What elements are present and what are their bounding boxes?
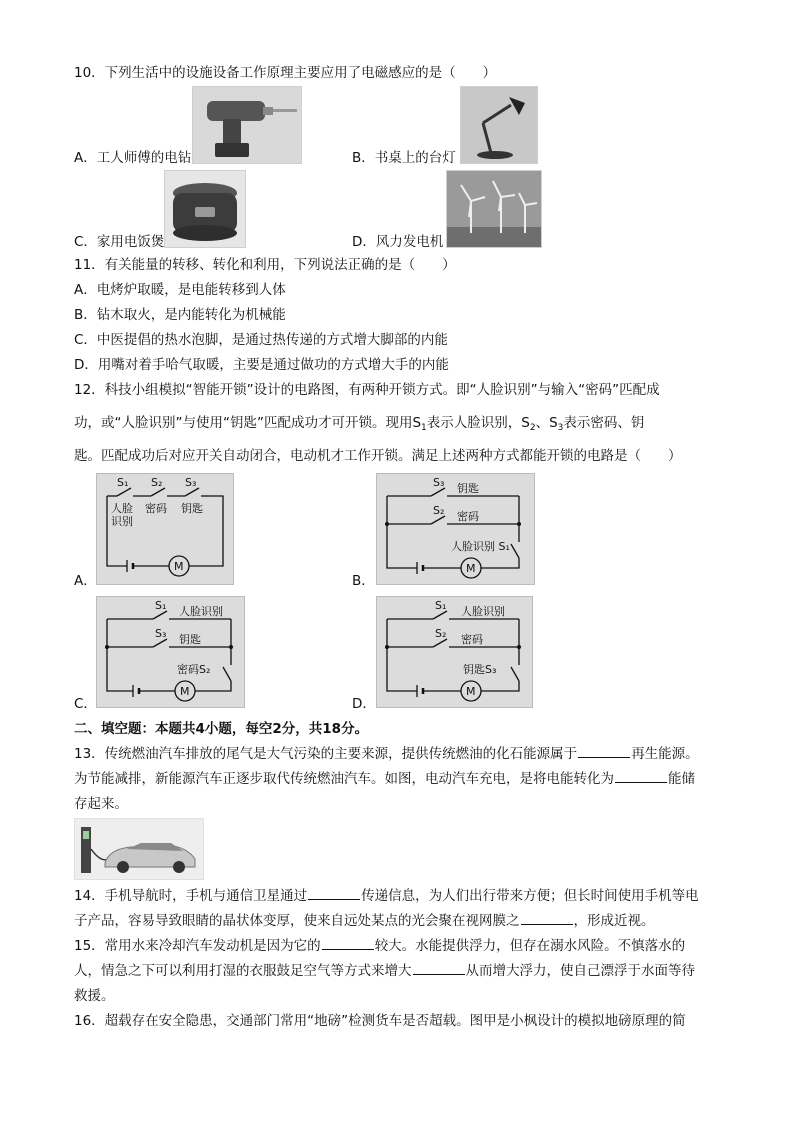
circuit-c-face-label: 人脸识别: [179, 605, 223, 618]
section-2-heading: 二、填空题：本题共4小题，每空2分，共18分。: [74, 721, 369, 737]
q13-line1: [74, 745, 699, 763]
answer-blank[interactable]: [578, 745, 630, 758]
circuit-b-motor-label: M: [466, 562, 476, 575]
circuit-b-s2-label: S₂: [433, 504, 445, 517]
answer-blank[interactable]: [322, 937, 374, 950]
circuit-c-motor-label: M: [180, 685, 190, 698]
q12-line2-part: 、S: [535, 415, 558, 431]
circuit-c-pwd-s2-label: 密码S₂: [177, 663, 211, 676]
q13-text: 为节能减排，新能源汽车正逐步取代传统燃油汽车。如图，电动汽车充电，是将电能转化为: [74, 771, 614, 787]
circuit-diagram-d: [376, 596, 533, 708]
answer-blank[interactable]: [615, 770, 667, 783]
q13-text: 13．传统燃油汽车排放的尾气是大气污染的主要来源，提供传统燃油的化石能源属于: [74, 746, 578, 762]
q14-line2: [74, 912, 655, 930]
circuit-a-face-label: 人脸: [111, 502, 133, 515]
circuit-diagram-c: [96, 596, 245, 708]
q10-option-d: D．风力发电机: [352, 234, 444, 250]
circuit-a-s3-label: S₃: [185, 476, 197, 489]
drill-image: [192, 86, 302, 164]
circuit-b-face-s1-label: 人脸识别 S₁: [451, 540, 510, 553]
q14-text: 14．手机导航时，手机与通信卫星通过: [74, 888, 308, 904]
q11-option-d: D．用嘴对着手哈气取暖，主要是通过做功的方式增大手的内能: [74, 357, 449, 373]
circuit-diagram-b: [376, 473, 535, 585]
subscript: 2: [529, 423, 536, 433]
answer-blank[interactable]: [308, 887, 360, 900]
q14-text: 子产品，容易导致眼睛的晶状体变厚，使来自远处某点的光会聚在视网膜之: [74, 913, 520, 929]
circuit-c-key-label: 钥匙: [179, 633, 201, 646]
q11-option-a: A．电烤炉取暖，是电能转移到人体: [74, 282, 286, 298]
q15-line2: [74, 962, 695, 980]
circuit-c-s1-label: S₁: [155, 599, 167, 612]
circuit-a-face-label: 识别: [111, 515, 133, 528]
answer-blank[interactable]: [413, 962, 465, 975]
q11-option-c: C．中医提倡的热水泡脚，是通过热传递的方式增大脚部的内能: [74, 332, 448, 348]
q15-line3: 救援。: [74, 988, 115, 1004]
wind-turbine-image: [446, 170, 542, 248]
q10-option-c: C．家用电饭煲: [74, 234, 165, 250]
circuit-d-key-s3-label: 钥匙S₃: [463, 663, 497, 676]
q11-stem: 11．有关能量的转移、转化和利用，下列说法正确的是（ ）: [74, 257, 456, 273]
circuit-b-s3-label: S₃: [433, 476, 445, 489]
circuit-d-s2-label: S₂: [435, 627, 447, 640]
q12-line2-part: 功，或“人脸识别”与使用“钥匙”匹配成功才可开锁。现用S: [74, 415, 422, 431]
desk-lamp-image: [460, 86, 538, 164]
circuit-d-face-label: 人脸识别: [461, 605, 505, 618]
q13-line2: [74, 770, 695, 788]
circuit-d-s1-label: S₁: [435, 599, 447, 612]
circuit-a-s2-label: S₂: [151, 476, 163, 489]
circuit-a-s1-label: S₁: [117, 476, 129, 489]
rice-cooker-image: [164, 170, 246, 248]
q12-line2: [74, 414, 644, 437]
q12-line2-part: 表示密码、钥: [563, 415, 645, 431]
q12-option-d: D．: [352, 696, 376, 712]
q12-option-c: C．: [74, 696, 97, 712]
ev-charging-image: [74, 818, 204, 880]
q16-line1: 16．超载存在安全隐患，交通部门常用“地磅”检测货车是否超载。图甲是小枫设计的模拟地磅原理的简: [74, 1013, 686, 1029]
circuit-diagram-a: [96, 473, 234, 585]
q15-text: 从而增大浮力，使自己漂浮于水面等待: [465, 963, 695, 979]
q15-text: 较大。水能提供浮力，但存在溺水风险。不慎落水的: [374, 938, 686, 954]
q12-option-b: B．: [352, 573, 375, 589]
q15-text: 人，情急之下可以利用打湿的衣服鼓足空气等方式来增大: [74, 963, 412, 979]
q15-line1: [74, 937, 685, 955]
q10-stem: 10．下列生活中的设施设备工作原理主要应用了电磁感应的是（ ）: [74, 65, 497, 81]
q15-text: 15．常用水来冷却汽车发动机是因为它的: [74, 938, 321, 954]
q12-line3: 匙。匹配成功后对应开关自动闭合，电动机才工作开锁。满足上述两种方式都能开锁的电路是（ ）: [74, 448, 682, 464]
q10-option-b: B．书桌上的台灯: [352, 150, 456, 166]
circuit-b-key-label: 钥匙: [457, 482, 479, 495]
q12-option-a: A．: [74, 573, 97, 589]
circuit-a-pwd-label: 密码: [145, 502, 167, 515]
q12-line2-part: 表示人脸识别，S: [426, 415, 530, 431]
q12-line1: 12．科技小组模拟“智能开锁”设计的电路图，有两种开锁方式。即“人脸识别”与输入“密码”匹配成: [74, 382, 660, 398]
circuit-a-motor-label: M: [174, 560, 184, 573]
q13-text: 再生能源。: [631, 746, 699, 762]
q10-option-a: A．工人师傅的电钻: [74, 150, 192, 166]
answer-blank[interactable]: [521, 912, 573, 925]
q14-line1: [74, 887, 699, 905]
circuit-c-s3-label: S₃: [155, 627, 167, 640]
circuit-a-key-label: 钥匙: [181, 502, 203, 515]
q14-text: ，形成近视。: [573, 913, 655, 929]
circuit-d-motor-label: M: [466, 685, 476, 698]
q13-text: 能储: [668, 771, 695, 787]
circuit-d-pwd-label: 密码: [461, 633, 483, 646]
q11-option-b: B．钻木取火，是内能转化为机械能: [74, 307, 286, 323]
q14-text: 传递信息，为人们出行带来方便；但长时间使用手机等电: [361, 888, 699, 904]
circuit-b-pwd-label: 密码: [457, 510, 479, 523]
q13-line3: 存起来。: [74, 796, 128, 812]
subscript: 3: [557, 423, 564, 433]
subscript: 1: [421, 423, 427, 433]
